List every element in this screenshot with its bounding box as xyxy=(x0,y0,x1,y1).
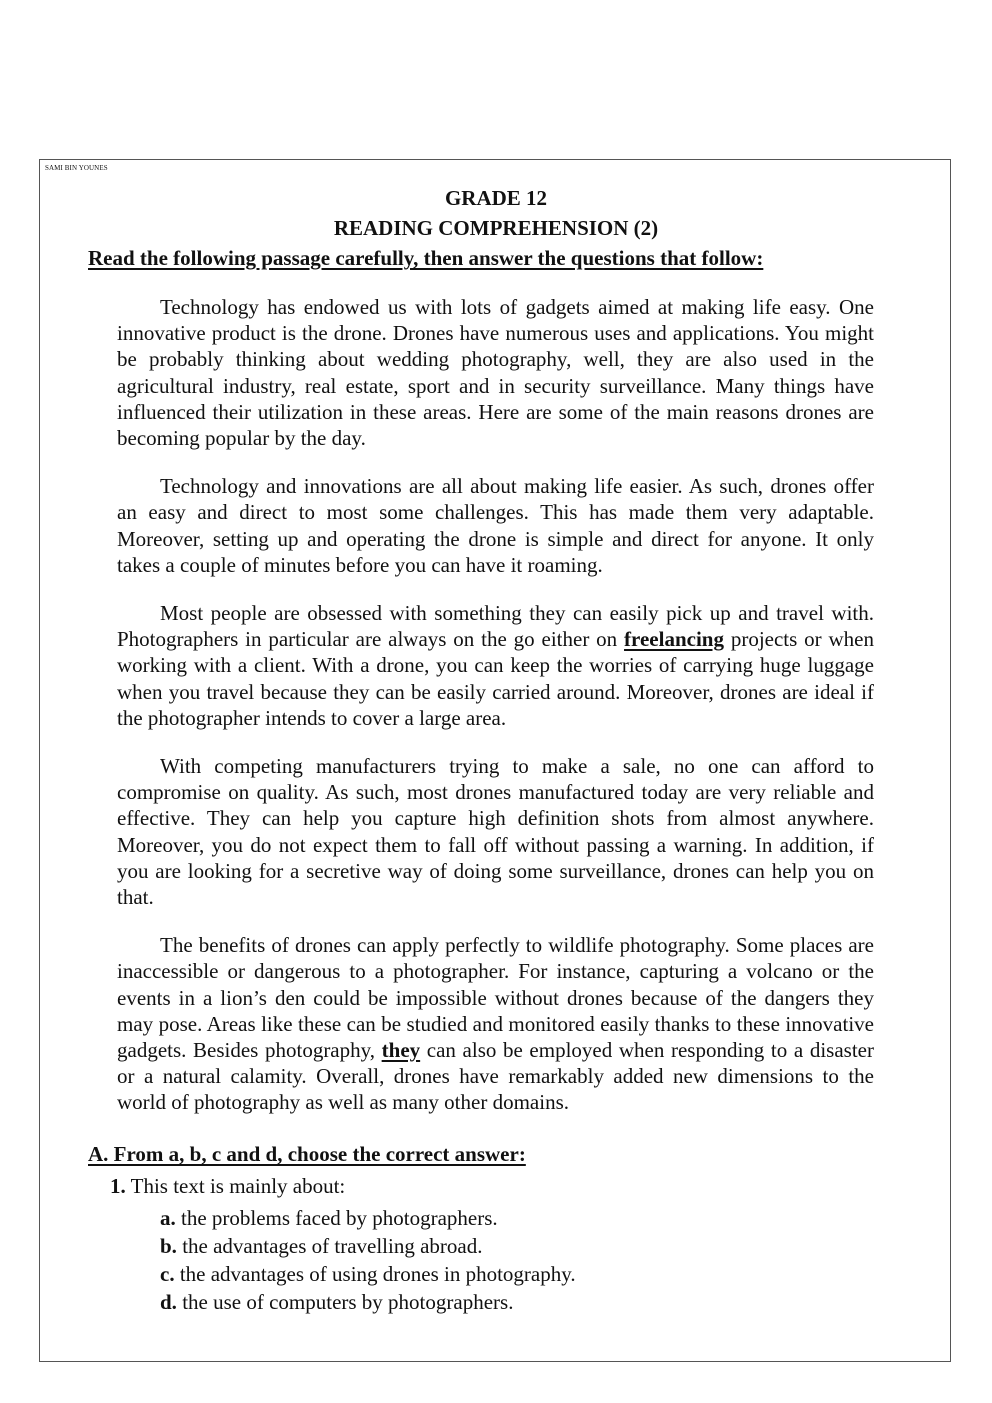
paragraph-5 xyxy=(117,932,874,1115)
option-letter: a. xyxy=(160,1206,176,1230)
question-1 xyxy=(110,1174,345,1199)
keyword-they: they xyxy=(381,1038,421,1063)
paragraph-text: Most people are obsessed with something they can easily pick up and travel with. Photographers in particular are always on the go either on xyxy=(117,601,874,652)
option-c xyxy=(160,1260,576,1288)
paragraph-text: can also be employed when responding to a disaster or a natural calamity. Overall, drones have remarkably added new dimensions to the world of photography as well as many other domains. xyxy=(117,1038,874,1115)
grade-heading: GRADE 12 xyxy=(444,186,548,210)
page-title: READING COMPREHENSION (2) xyxy=(333,216,659,240)
instruction: Read the following passage carefully, then answer the questions that follow: xyxy=(88,246,764,270)
option-letter: c. xyxy=(160,1262,175,1286)
passage xyxy=(117,294,874,1138)
question-number: 1. xyxy=(110,1174,126,1198)
paragraph-4: With competing manufacturers trying to make a sale, no one can afford to compromise on quality. As such, most drones manufactured today are very reliable and effective. They can help you capture high definition shots from almost anywhere. Moreover, you do not expect them to fall off without passing a warning. In addition, if you are looking for a secretive way of doing some surveillance, drones can help you on that. xyxy=(117,754,874,910)
author-name: SAMI BIN YOUNES xyxy=(45,164,108,172)
answer-options xyxy=(160,1204,576,1316)
option-letter: d. xyxy=(160,1290,177,1314)
option-d xyxy=(160,1288,576,1316)
paragraph-text: projects or when working with a client. With a drone, you can keep the worries of carrying huge luggage when you travel because they can be easily carried around. Moreover, drones are ideal if the photographer intends to cover a large area. xyxy=(117,627,874,730)
option-text: the advantages of travelling abroad. xyxy=(176,1234,483,1258)
option-text: the problems faced by photographers. xyxy=(175,1206,498,1230)
option-b xyxy=(160,1232,576,1260)
option-text: the advantages of using drones in photography. xyxy=(174,1262,576,1286)
section-a-heading: A. From a, b, c and d, choose the correct answer: xyxy=(88,1142,526,1166)
question-text: This text is mainly about: xyxy=(125,1174,346,1198)
paragraph-1: Technology has endowed us with lots of gadgets aimed at making life easy. One innovative product is the drone. Drones have numerous uses and applications. You might be probably thinking about wedding photography, well, they are also used in the agricultural industry, real estate, sport and in security surveillance. Many things have influenced their utilization in these areas. Here are some of the main reasons drones are becoming popular by the day. xyxy=(117,295,874,451)
paragraph-2: Technology and innovations are all about making life easier. As such, drones offer an easy and direct to most some challenges. This has made them very adaptable. Moreover, setting up and operating the drone is simple and direct for anyone. It only takes a couple of minutes before you can have it roaming. xyxy=(117,474,874,577)
option-letter: b. xyxy=(160,1234,177,1258)
option-text: the use of computers by photographers. xyxy=(176,1290,514,1314)
paragraph-3 xyxy=(117,600,874,731)
keyword-freelancing: freelancing xyxy=(624,627,724,652)
option-a xyxy=(160,1204,576,1232)
paragraph-text: The benefits of drones can apply perfectly to wildlife photography. Some places are inaccessible or dangerous to a photographer. For instance, capturing a volcano or the events in a lion’s den could be impossible without drones because of the dangers they may pose. Areas like these can be studied and monitored easily thanks to these innovative gadgets. Besides photography, xyxy=(117,933,874,1063)
